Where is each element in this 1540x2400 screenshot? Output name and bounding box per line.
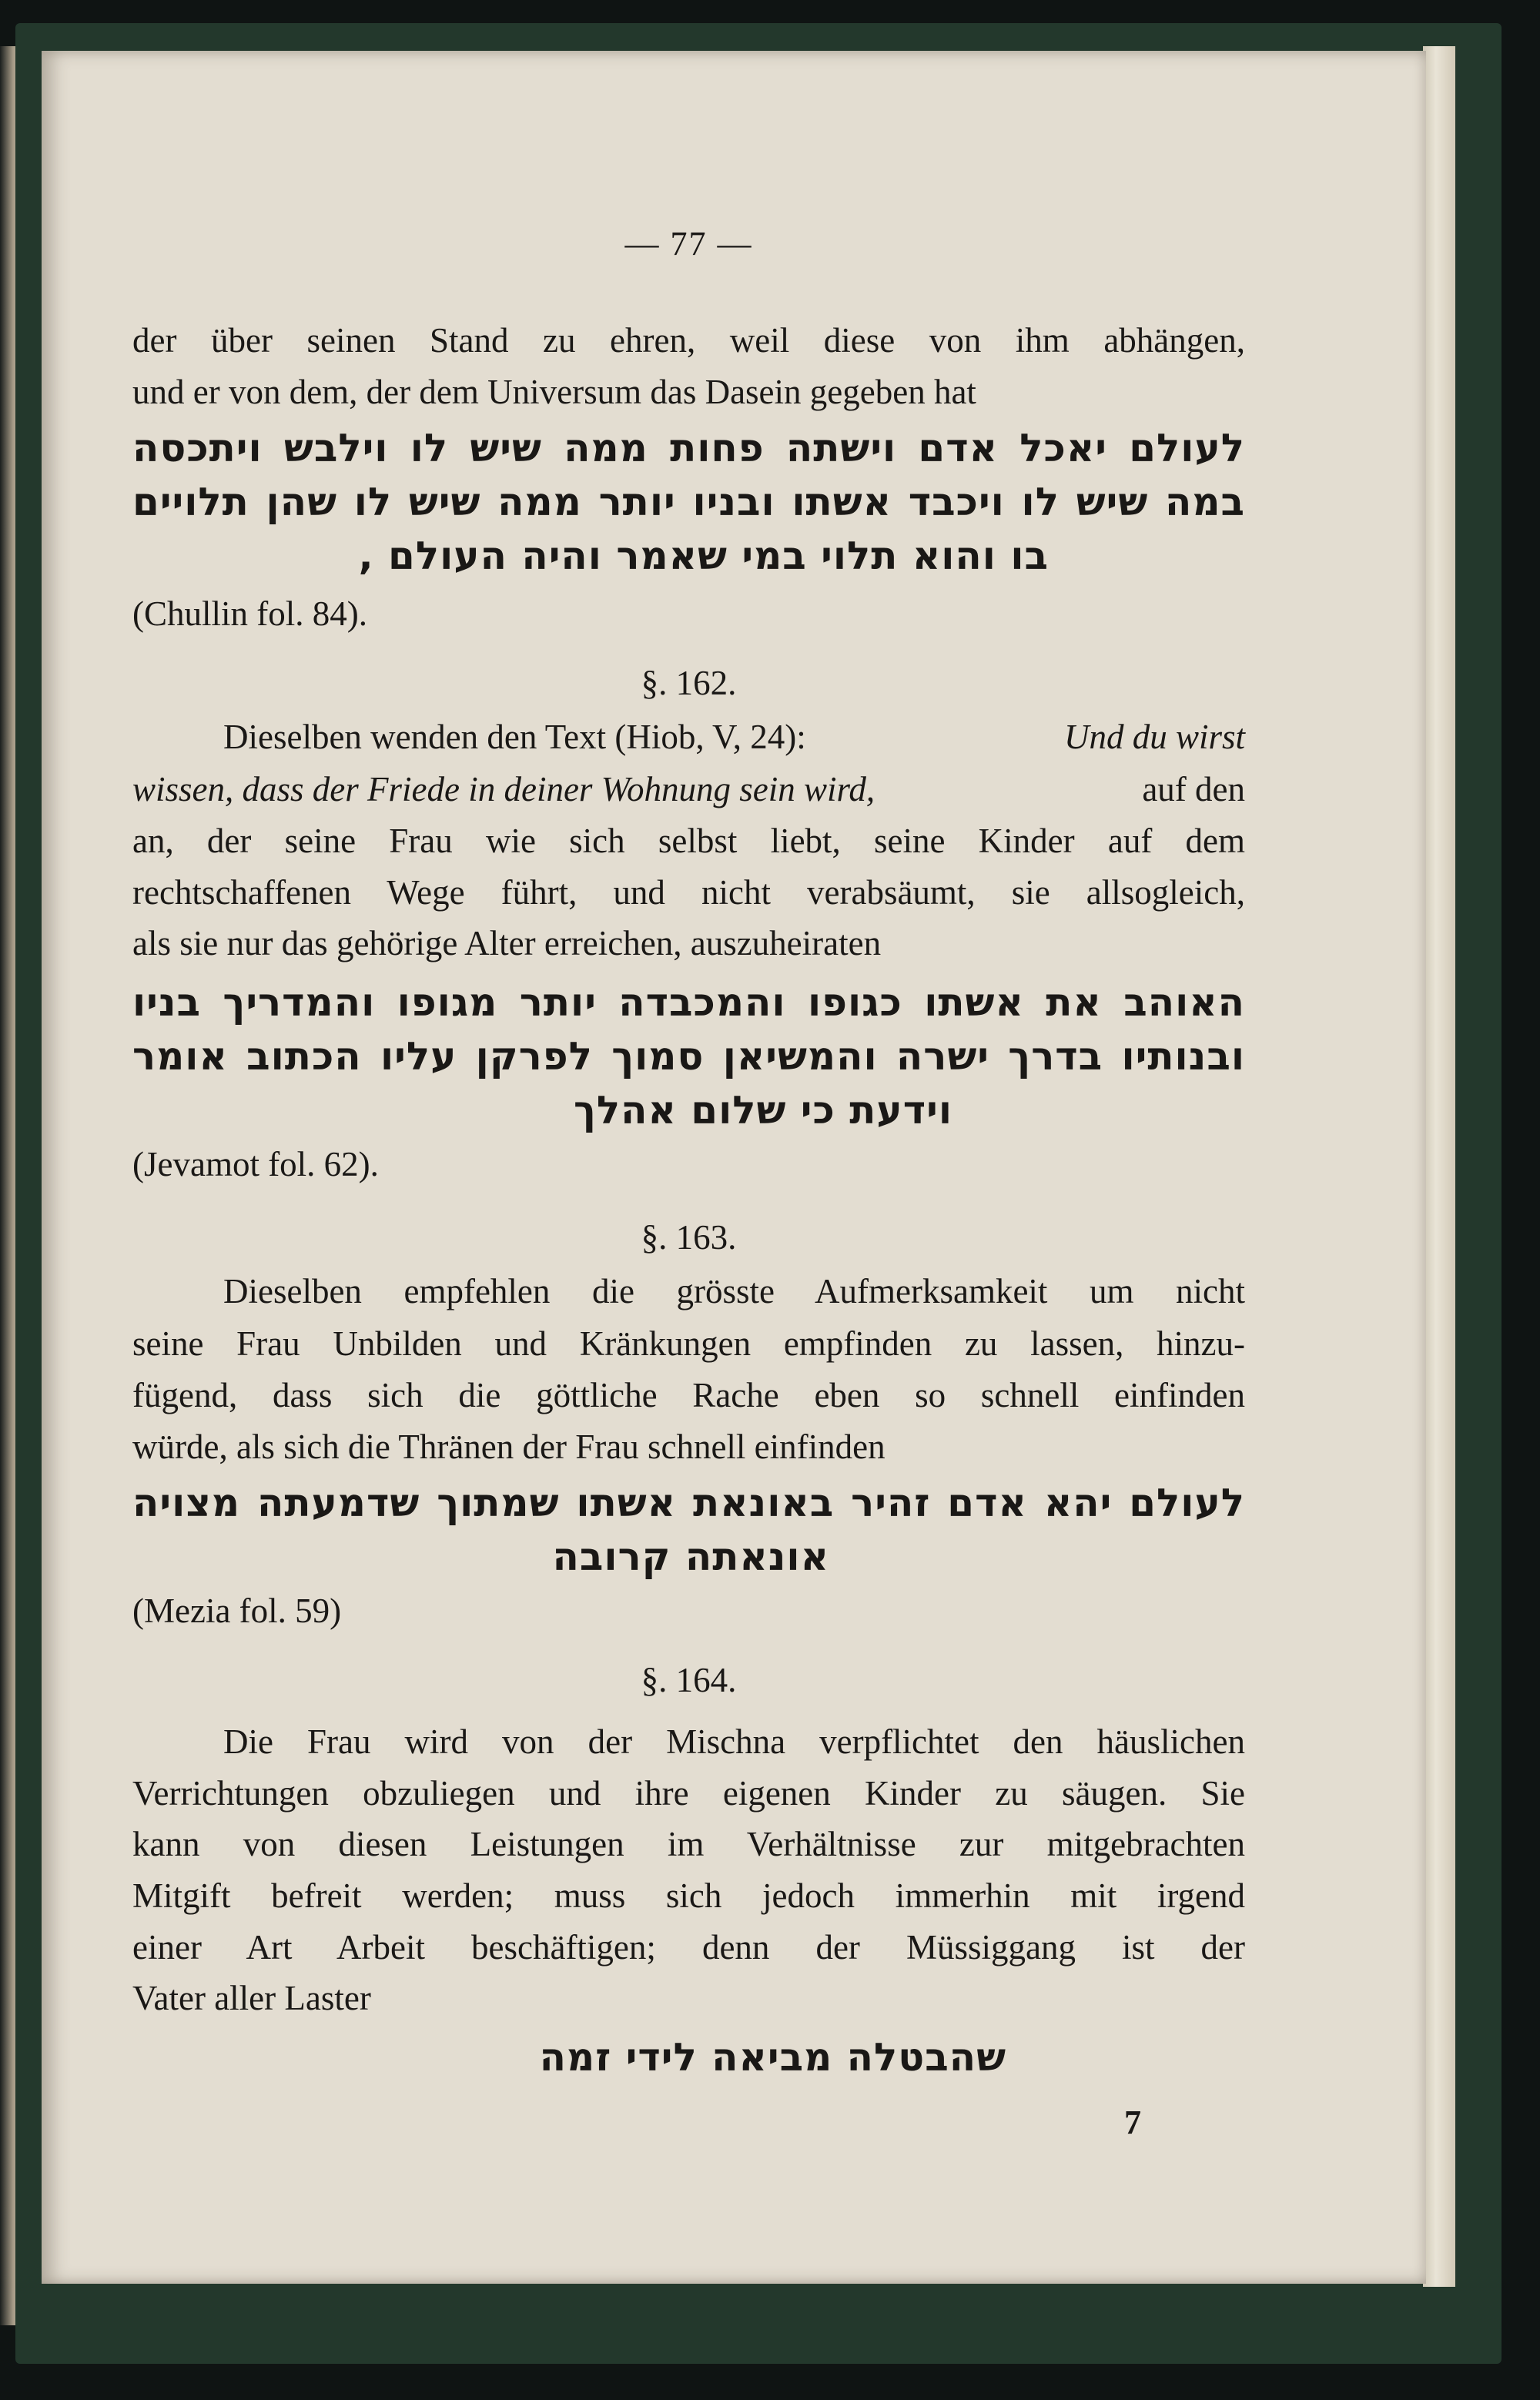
text-line: würde, als sich die Thränen der Frau schnell einfinden	[132, 1428, 886, 1466]
section-heading: §. 163.	[641, 1218, 737, 1257]
page-stack-edge	[1423, 46, 1455, 2287]
text-line: Dieselben empfehlen die grösste Aufmerksamkeit um nicht	[223, 1272, 1245, 1310]
text-line: seine Frau Unbilden und Kränkungen empfinden zu lassen, hinzu-	[132, 1324, 1245, 1363]
hebrew-line: שהבטלה מביאה לידי זמה	[539, 2035, 1006, 2080]
signature-mark: 7	[1124, 2104, 1141, 2141]
hebrew-line: לעולם יאכל אדם וישתה פחות ממה שיש לו וילבש ויתכסה	[132, 426, 1245, 470]
text-line: als sie nur das gehörige Alter erreichen, auszuheiraten	[132, 924, 882, 962]
book-page	[42, 51, 1426, 2284]
text-segment: auf den	[1142, 770, 1245, 808]
text-line: Mitgift befreit werden; muss sich jedoch immerhin mit irgend	[132, 1876, 1245, 1915]
section-heading: §. 164.	[641, 1661, 737, 1699]
source-citation: (Chullin fol. 84).	[132, 594, 367, 633]
text-line: der über seinen Stand zu ehren, weil diese von ihm abhängen,	[132, 321, 1245, 360]
hebrew-line: האוהב את אשתו כגופו והמכבדה יותר מגופו והמדריך בניו	[132, 980, 1245, 1025]
text-line	[132, 765, 1245, 813]
text-line: und er von dem, der dem Universum das Dasein gegeben hat	[132, 373, 976, 411]
hebrew-line: וידעת כי שלום אהלך	[573, 1088, 952, 1133]
hebrew-line: בו והוא תלוי במי שאמר והיה העולם ,	[358, 534, 1049, 578]
quoted-text: Und du wirst	[1063, 718, 1245, 756]
text-line: Die Frau wird von der Mischna verpflichtet den häuslichen	[223, 1722, 1245, 1761]
text-segment: Dieselben wenden den Text (Hiob, V, 24):	[223, 718, 806, 756]
text-line: kann von diesen Leistungen im Verhältnisse zur mitgebrachten	[132, 1825, 1245, 1863]
quoted-text: wissen, dass der Friede in deiner Wohnung sein wird,	[132, 770, 875, 808]
text-line: einer Art Arbeit beschäftigen; denn der Müssiggang ist der	[132, 1928, 1245, 1967]
hebrew-line: במה שיש לו ויכבד אשתו ובניו יותר ממה שיש לו שהן תלויים	[132, 480, 1245, 524]
hebrew-line: ובנותיו בדרך ישרה והמשיאן סמוך לפרקן עליו הכתוב אומר	[132, 1034, 1245, 1079]
text-line: fügend, dass sich die göttliche Rache eben so schnell einfinden	[132, 1376, 1245, 1414]
source-citation: (Mezia fol. 59)	[132, 1592, 342, 1630]
text-line: Verrichtungen obzuliegen und ihre eigenen Kinder zu säugen. Sie	[132, 1774, 1245, 1813]
page-number: — 77 —	[624, 225, 753, 263]
text-line	[132, 713, 1245, 761]
section-heading: §. 162.	[641, 664, 737, 702]
text-line: Vater aller Laster	[132, 1979, 371, 2017]
hebrew-line: לעולם יהא אדם זהיר באונאת אשתו שמתוך שדמעתה מצויה	[132, 1481, 1245, 1525]
source-citation: (Jevamot fol. 62).	[132, 1145, 379, 1183]
text-line: an, der seine Frau wie sich selbst liebt, seine Kinder auf dem	[132, 822, 1245, 860]
text-line: rechtschaffenen Wege führt, und nicht verabsäumt, sie allsogleich,	[132, 873, 1245, 912]
hebrew-line: אונאתה קרובה	[552, 1535, 829, 1579]
